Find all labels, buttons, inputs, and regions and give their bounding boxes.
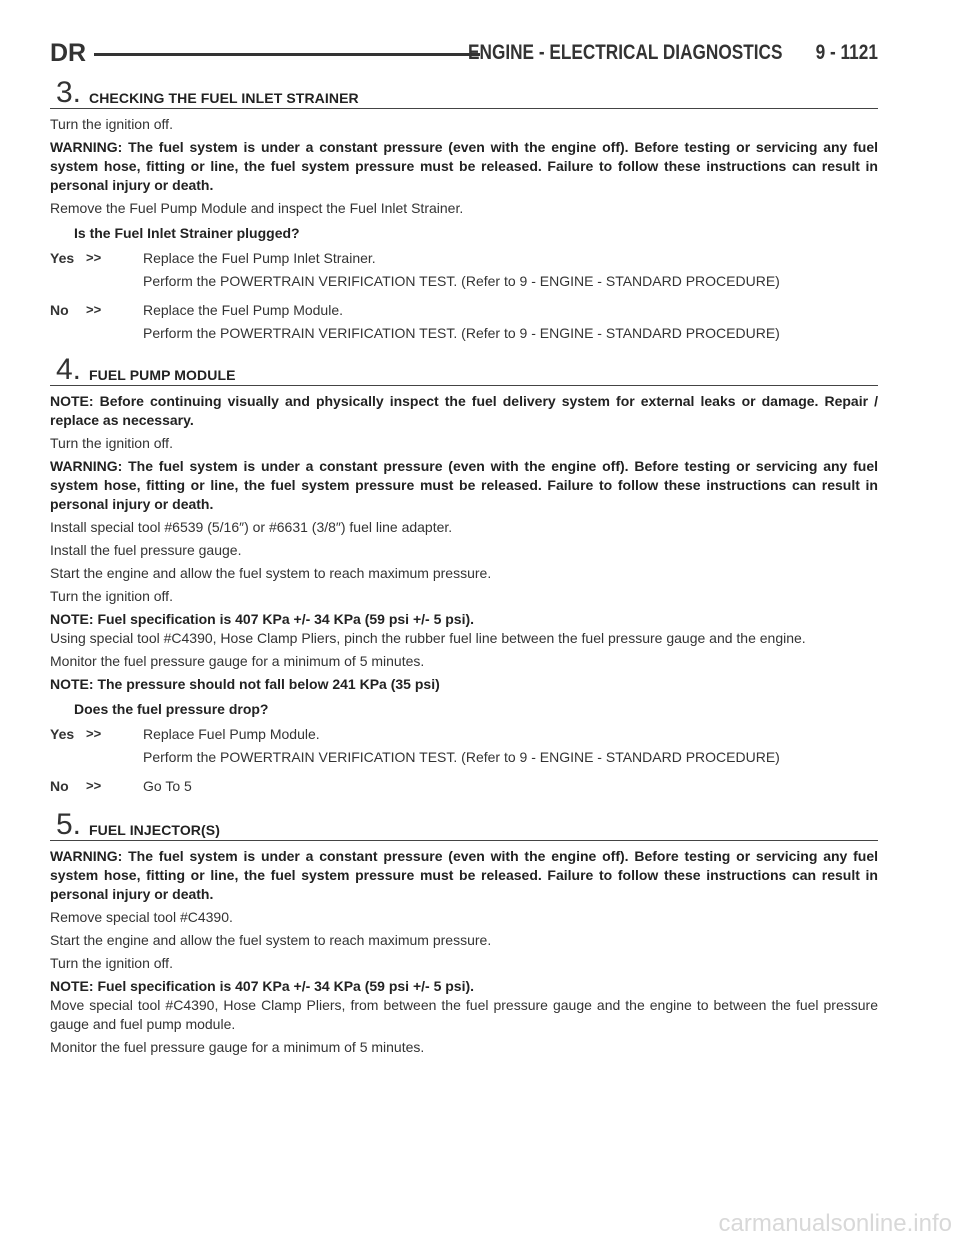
section-heading — [50, 355, 878, 386]
question-text: Does the fuel pressure drop? — [74, 701, 269, 717]
section-number: 5. — [56, 808, 82, 841]
page-header — [50, 36, 878, 70]
question-text: Is the Fuel Inlet Strainer plugged? — [74, 225, 300, 241]
section-heading — [50, 78, 878, 109]
step-text: Install special tool #6539 (5/16″) or #6631 (3/8″) fuel line adapter. — [50, 519, 453, 535]
answer-subaction: Perform the POWERTRAIN VERIFICATION TEST. (Refer to 9 - ENGINE - STANDARD PROCEDURE) — [143, 273, 780, 289]
watermark: carmanualsonline.info — [718, 1210, 952, 1237]
section-number: 3. — [56, 76, 82, 109]
step-text: Monitor the fuel pressure gauge for a minimum of 5 minutes. — [50, 653, 425, 669]
step-text: Turn the ignition off. — [50, 588, 173, 604]
warning-text: WARNING: The fuel system is under a constant pressure (even with the engine off). Before testing or servicing any fuel system hose, fitting or line, the fuel system pressure must be released. Failure to follow these instructions can result in personal injury or death. — [50, 848, 878, 902]
answer-no — [50, 777, 878, 796]
step-text: Move special tool #C4390, Hose Clamp Pliers, from between the fuel pressure gauge and the engine to between the fuel pressure gauge and fuel pump module. — [50, 997, 878, 1032]
header-page-number: 9 - 1121 — [815, 41, 878, 64]
answer-key: No — [50, 778, 69, 794]
answer-key: No — [50, 302, 69, 318]
header-rule — [94, 53, 480, 56]
step-text: Turn the ignition off. — [50, 116, 173, 132]
answer-arrow: >> — [86, 302, 102, 317]
section-3 — [50, 78, 878, 343]
step-text: Remove special tool #C4390. — [50, 909, 233, 925]
section-title: FUEL INJECTOR(S) — [89, 822, 220, 838]
section-title: FUEL PUMP MODULE — [89, 367, 236, 383]
answer-key: Yes — [50, 250, 75, 266]
section-heading — [50, 810, 878, 841]
step-text: Remove the Fuel Pump Module and inspect the Fuel Inlet Strainer. — [50, 200, 464, 216]
answer-yes — [50, 725, 878, 744]
answer-key: Yes — [50, 726, 75, 742]
answer-subaction: Perform the POWERTRAIN VERIFICATION TEST. (Refer to 9 - ENGINE - STANDARD PROCEDURE) — [143, 749, 780, 765]
note-text: NOTE: The pressure should not fall below 241 KPa (35 psi) — [50, 676, 440, 692]
note-text: NOTE: Fuel specification is 407 KPa +/- 34 KPa (59 psi +/- 5 psi). — [50, 978, 475, 994]
answer-no — [50, 301, 878, 320]
header-title: ENGINE - ELECTRICAL DIAGNOSTICS — [467, 41, 782, 64]
section-title: CHECKING THE FUEL INLET STRAINER — [89, 90, 359, 106]
step-text: Using special tool #C4390, Hose Clamp Pliers, pinch the rubber fuel line between the fuel pressure gauge and the engine. — [50, 630, 806, 646]
answer-arrow: >> — [86, 726, 102, 741]
step-text: Turn the ignition off. — [50, 955, 173, 971]
answer-subaction: Perform the POWERTRAIN VERIFICATION TEST. (Refer to 9 - ENGINE - STANDARD PROCEDURE) — [143, 325, 780, 341]
section-4 — [50, 355, 878, 796]
step-text: Start the engine and allow the fuel system to reach maximum pressure. — [50, 565, 492, 581]
answer-arrow: >> — [86, 778, 102, 793]
answer-arrow: >> — [86, 250, 102, 265]
warning-text: WARNING: The fuel system is under a constant pressure (even with the engine off). Before testing or servicing any fuel system hose, fitting or line, the fuel system pressure must be released. Failure to follow these instructions can result in personal injury or death. — [50, 458, 878, 512]
answer-action: Replace the Fuel Pump Module. — [143, 302, 343, 318]
page-content — [50, 78, 878, 1061]
step-text: Start the engine and allow the fuel system to reach maximum pressure. — [50, 932, 492, 948]
step-text: Install the fuel pressure gauge. — [50, 542, 242, 558]
section-number: 4. — [56, 353, 82, 386]
header-model-code: DR — [50, 39, 87, 67]
note-text: NOTE: Before continuing visually and physically inspect the fuel delivery system for external leaks or damage. Repair / replace as necessary. — [50, 393, 878, 428]
note-text: NOTE: Fuel specification is 407 KPa +/- 34 KPa (59 psi +/- 5 psi). — [50, 611, 475, 627]
answer-action: Replace Fuel Pump Module. — [143, 726, 320, 742]
answer-action: Replace the Fuel Pump Inlet Strainer. — [143, 250, 376, 266]
step-text: Turn the ignition off. — [50, 435, 173, 451]
answer-action: Go To 5 — [143, 778, 192, 794]
section-5 — [50, 810, 878, 1057]
step-text: Monitor the fuel pressure gauge for a minimum of 5 minutes. — [50, 1039, 425, 1055]
answer-yes — [50, 249, 878, 268]
warning-text: WARNING: The fuel system is under a constant pressure (even with the engine off). Before testing or servicing any fuel system hose, fitting or line, the fuel system pressure must be released. Failure to follow these instructions can result in personal injury or death. — [50, 139, 878, 193]
